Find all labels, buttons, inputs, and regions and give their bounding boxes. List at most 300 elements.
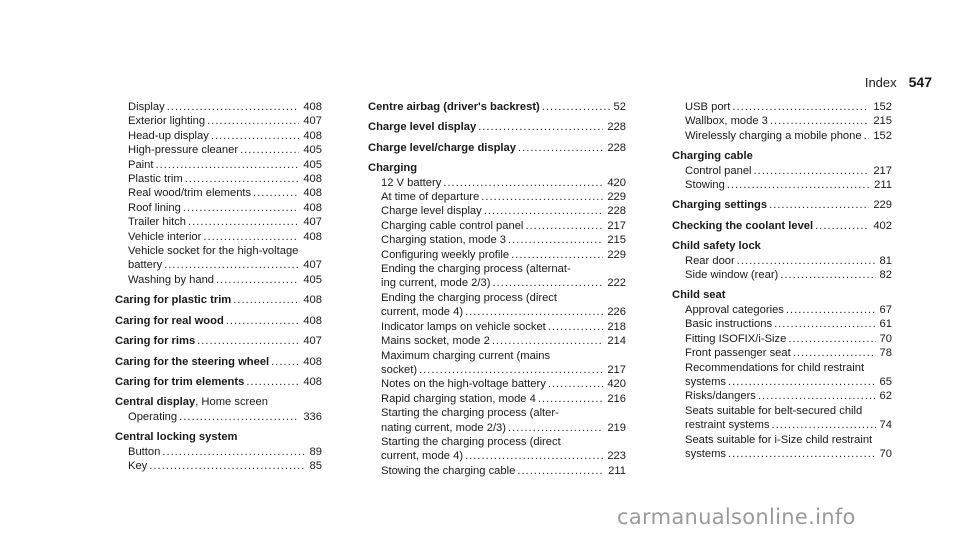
- leader-dots: [538, 392, 603, 406]
- index-entry-term: Real wood/trim elements: [128, 187, 252, 200]
- index-entry-text: [368, 120, 476, 134]
- section-label: Index: [864, 75, 897, 90]
- index-entry[interactable]: [368, 100, 626, 114]
- index-entry-text: [381, 276, 490, 290]
- index-entry[interactable]: [368, 377, 626, 391]
- index-entry-term: Side window (rear): [685, 269, 779, 282]
- leader-dots: [240, 143, 299, 157]
- index-page-number: 214: [607, 335, 626, 348]
- index-entry[interactable]: [115, 293, 322, 307]
- index-entry-main: [115, 395, 322, 409]
- index-entry[interactable]: [115, 172, 322, 186]
- index-page-number: 223: [607, 450, 626, 463]
- leader-dots: [233, 293, 299, 307]
- index-entry-text: [381, 464, 515, 478]
- index-page-number: 228: [607, 205, 626, 218]
- index-entry-text: [381, 219, 523, 233]
- index-entry-main: [685, 178, 892, 192]
- leader-dots: [492, 276, 603, 290]
- leader-dots: [758, 389, 876, 403]
- index-entry-main: [381, 392, 626, 406]
- index-page-number: 85: [309, 459, 322, 472]
- index-entry-term: Risks/dangers: [685, 390, 756, 403]
- index-entry[interactable]: [672, 404, 892, 433]
- index-entry[interactable]: [368, 464, 626, 478]
- index-entry-text: [115, 355, 269, 369]
- index-entry-term: USB port: [685, 101, 731, 113]
- index-entry[interactable]: [672, 303, 892, 317]
- index-entry[interactable]: [672, 288, 892, 302]
- index-entry-main: [685, 418, 892, 432]
- leader-dots: [253, 186, 299, 200]
- leader-dots: [492, 334, 604, 348]
- index-entry[interactable]: [368, 190, 626, 204]
- index-page-number: 407: [303, 335, 322, 348]
- index-entry-text: [128, 273, 214, 287]
- index-entry-text: [381, 320, 546, 334]
- index-entry[interactable]: [672, 114, 892, 128]
- index-entry-text: [381, 305, 463, 319]
- index-entry[interactable]: [368, 120, 626, 134]
- index-entry[interactable]: [672, 433, 892, 462]
- index-entry-line: Maximum charging current (mains: [381, 349, 551, 362]
- index-entry[interactable]: [368, 248, 626, 262]
- index-entry-main: [381, 276, 626, 290]
- index-entry-suffix: , Home screen: [195, 396, 268, 409]
- index-entry[interactable]: [115, 201, 322, 215]
- index-entry-text: [381, 190, 479, 204]
- index-entry-term: Charging cable: [672, 150, 753, 163]
- index-entry-text: [672, 239, 761, 253]
- leader-dots: [216, 273, 299, 287]
- index-entry-term: Charge level display: [368, 121, 477, 134]
- index-entry-term: Display: [128, 101, 165, 113]
- index-entry-main: [685, 164, 892, 178]
- index-entry-main: [685, 346, 892, 360]
- index-entry-text: [685, 129, 862, 143]
- index-page-number: 405: [303, 144, 322, 157]
- index-entry[interactable]: [115, 459, 322, 473]
- index-entry-main: [685, 375, 892, 389]
- index-entry-term: Stowing: [685, 179, 725, 192]
- index-entry-term: Operating: [128, 410, 178, 423]
- index-entry-text: [685, 303, 784, 317]
- index-entry-main: [672, 219, 892, 233]
- leader-dots: [211, 129, 299, 143]
- index-entry-text: [685, 164, 752, 178]
- index-entry-line: Starting the charging process (alter-: [381, 407, 559, 420]
- index-page-number: 215: [873, 115, 892, 128]
- leader-dots: [542, 100, 610, 114]
- index-entry[interactable]: [368, 349, 626, 378]
- index-entry-main: [128, 410, 322, 424]
- index-entry-text: [115, 375, 244, 389]
- index-entry-main: [685, 332, 892, 346]
- index-entry-term: Basic instructions: [685, 318, 773, 331]
- index-page-number: 219: [607, 421, 626, 434]
- index-entry-main: [115, 293, 322, 307]
- index-page-number: 78: [879, 347, 892, 360]
- leader-dots: [149, 459, 305, 473]
- index-page-number: 82: [879, 269, 892, 282]
- index-entry-term: Wirelessly charging a mobile phone: [685, 129, 862, 142]
- index-entry[interactable]: [115, 230, 322, 244]
- leader-dots: [271, 355, 299, 369]
- index-entry-main: [368, 120, 626, 134]
- index-page-number: 81: [879, 254, 892, 267]
- index-entry[interactable]: [672, 361, 892, 390]
- index-entry-term: Notes on the high-voltage battery: [381, 378, 546, 391]
- index-entry-text: [381, 176, 441, 190]
- leader-dots: [770, 114, 869, 128]
- index-entry-main: [115, 355, 322, 369]
- index-entry-term: systems: [685, 447, 727, 460]
- index-entry-text: [381, 363, 417, 377]
- index-entry[interactable]: [672, 346, 892, 360]
- index-entry-main: [381, 204, 626, 218]
- index-entry-term: Key: [128, 459, 148, 472]
- index-entry-main: [685, 100, 892, 114]
- leader-dots: [518, 141, 603, 155]
- index-entry[interactable]: [115, 186, 322, 200]
- index-entry-main: [368, 100, 626, 114]
- index-entry[interactable]: [368, 219, 626, 233]
- index-entry-term: Central display: [115, 396, 196, 409]
- index-entry-term: Checking the coolant level: [672, 219, 814, 232]
- leader-dots: [484, 204, 604, 218]
- index-entry-term: Rear door: [685, 254, 735, 267]
- leader-dots: [443, 176, 603, 190]
- index-entry-term: Washing by hand: [128, 273, 215, 286]
- leader-dots: [728, 375, 876, 389]
- index-entry[interactable]: [115, 355, 322, 369]
- index-page-number: 229: [873, 199, 892, 212]
- leader-dots: [188, 215, 299, 229]
- index-page-number: 226: [607, 306, 626, 319]
- index-entry-main: [672, 198, 892, 212]
- index-page-number: 408: [303, 201, 322, 214]
- index-entry-term: Charge level display: [381, 205, 482, 218]
- index-entry-term: Roof lining: [128, 201, 181, 214]
- leader-dots: [772, 418, 876, 432]
- index-entry-text: [381, 204, 482, 218]
- index-entry[interactable]: [368, 435, 626, 464]
- index-entry-main: [381, 233, 626, 247]
- index-entry-text: [128, 129, 209, 143]
- leader-dots: [207, 114, 299, 128]
- index-entry-term: Button: [128, 445, 161, 458]
- leader-dots: [517, 464, 604, 478]
- index-entry[interactable]: [672, 198, 892, 212]
- index-entry-text: [685, 317, 772, 331]
- index-entry-text: [115, 430, 237, 444]
- index-page-number: 408: [303, 230, 322, 243]
- index-entry-text: [128, 258, 162, 272]
- index-entry-text: [128, 172, 183, 186]
- index-entry-text: [685, 332, 786, 346]
- index-entry-main: [128, 129, 322, 143]
- index-entry-term: Caring for plastic trim: [115, 294, 232, 307]
- index-entry-main: [685, 114, 892, 128]
- index-entry[interactable]: [115, 375, 322, 389]
- index-entry-text: [115, 395, 268, 409]
- index-entry[interactable]: [115, 244, 322, 273]
- index-entry[interactable]: [368, 392, 626, 406]
- index-page-number: 222: [607, 277, 626, 290]
- index-entry-main: [381, 190, 626, 204]
- index-entry[interactable]: [115, 114, 322, 128]
- index-page-number: 62: [879, 390, 892, 403]
- index-entry-main: [128, 100, 322, 114]
- index-entry-text: [685, 254, 735, 268]
- index-entry-term: Mains socket, mode 2: [381, 335, 490, 348]
- index-entry-main: [381, 305, 626, 319]
- index-entry[interactable]: [368, 262, 626, 291]
- leader-dots: [525, 219, 603, 233]
- leader-dots: [156, 158, 300, 172]
- index-page-number: 408: [303, 314, 322, 327]
- index-entry-main: [368, 141, 626, 155]
- index-entry-text: [685, 447, 726, 461]
- index-entry-main: [685, 268, 892, 282]
- leader-dots: [203, 230, 299, 244]
- page-number: 547: [908, 74, 932, 90]
- leader-dots: [864, 129, 870, 143]
- index-entry[interactable]: [368, 176, 626, 190]
- index-entry-term: Stowing the charging cable: [381, 464, 516, 477]
- index-entry-line: Vehicle socket for the high-voltage: [128, 245, 299, 258]
- index-page-number: 74: [879, 419, 892, 432]
- index-entry-term: socket): [381, 363, 418, 376]
- index-entry-text: [381, 233, 506, 247]
- index-entry-text: [128, 143, 238, 157]
- index-entry[interactable]: [115, 158, 322, 172]
- index-page-number: 405: [303, 158, 322, 171]
- index-entry-term: Plastic trim: [128, 173, 183, 186]
- index-page-number: 336: [303, 410, 322, 423]
- index-entry[interactable]: [115, 395, 322, 409]
- index-entry-term: current, mode 4): [381, 450, 464, 463]
- index-entry-text: [685, 178, 725, 192]
- index-entry-text: [368, 100, 540, 114]
- index-entry[interactable]: [672, 239, 892, 253]
- index-entry-main: [672, 288, 892, 302]
- index-entry[interactable]: [368, 320, 626, 334]
- index-entry[interactable]: [115, 273, 322, 287]
- index-entry-main: [672, 149, 892, 163]
- index-entry-term: Exterior lighting: [128, 115, 206, 128]
- index-entry-main: [128, 273, 322, 287]
- index-entry-main: [115, 314, 322, 328]
- index-entry-main: [381, 449, 626, 463]
- index-entry-term: ing current, mode 2/3): [381, 277, 491, 290]
- watermark: carmanualsonline.info: [617, 505, 856, 529]
- index-entry[interactable]: [368, 141, 626, 155]
- index-entry-line: Recommendations for child restraint: [685, 361, 865, 374]
- index-entry-main: [128, 186, 322, 200]
- leader-dots: [162, 445, 305, 459]
- index-entry[interactable]: [115, 100, 322, 114]
- leader-dots: [769, 198, 869, 212]
- index-entry-term: Wallbox, mode 3: [685, 115, 768, 128]
- index-entry-term: Vehicle interior: [128, 230, 202, 243]
- leader-dots: [197, 334, 299, 348]
- leader-dots: [774, 317, 875, 331]
- index-entry-term: 12 V battery: [381, 176, 442, 189]
- index-entry-main: [128, 158, 322, 172]
- index-entry[interactable]: [368, 406, 626, 435]
- index-entry-term: Approval categories: [685, 303, 784, 316]
- index-page-number: 228: [607, 141, 626, 154]
- leader-dots: [508, 233, 603, 247]
- index-column-2: [368, 100, 626, 478]
- index-entry-main: [685, 317, 892, 331]
- index-entry-main: [685, 389, 892, 403]
- leader-dots: [478, 120, 603, 134]
- index-entry-term: Paint: [128, 158, 154, 171]
- index-entry-term: Caring for the steering wheel: [115, 355, 270, 368]
- index-page-number: 152: [873, 101, 892, 113]
- index-page-number: 402: [873, 219, 892, 232]
- index-entry-text: [128, 186, 251, 200]
- index-entry-main: [685, 254, 892, 268]
- leader-dots: [788, 332, 875, 346]
- index-entry[interactable]: [672, 332, 892, 346]
- index-entry-text: [128, 410, 177, 424]
- index-entry[interactable]: [368, 233, 626, 247]
- index-entry-text: [685, 114, 768, 128]
- index-page-number: 408: [303, 187, 322, 200]
- index-column-1: [115, 100, 322, 473]
- index-entry-text: [128, 215, 186, 229]
- index-entry-main: [128, 172, 322, 186]
- index-page-number: 408: [303, 375, 322, 388]
- index-entry[interactable]: [672, 164, 892, 178]
- index-entry[interactable]: [368, 204, 626, 218]
- index-entry-line: Ending the charging process (direct: [381, 291, 557, 304]
- leader-dots: [548, 320, 604, 334]
- index-entry-term: Configuring weekly profile: [381, 248, 510, 261]
- index-entry-main: [381, 219, 626, 233]
- leader-dots: [548, 377, 604, 391]
- index-entry-main: [381, 464, 626, 478]
- index-entry[interactable]: [672, 219, 892, 233]
- leader-dots: [732, 100, 869, 114]
- index-entry-main: [128, 230, 322, 244]
- index-entry[interactable]: [368, 291, 626, 320]
- leader-dots: [164, 258, 299, 272]
- index-entry-main: [381, 363, 626, 377]
- index-entry-main: [115, 375, 322, 389]
- index-page-number: 217: [607, 219, 626, 232]
- index-entry-term: Trailer hitch: [128, 216, 187, 229]
- index-entry-main: [685, 303, 892, 317]
- index-entry-term: Charging settings: [672, 199, 768, 212]
- index-entry-main: [685, 129, 892, 143]
- index-entry-text: [672, 288, 725, 302]
- index-page-number: 70: [879, 447, 892, 460]
- index-entry-text: [368, 141, 516, 155]
- index-entry-text: [128, 114, 205, 128]
- leader-dots: [815, 219, 869, 233]
- index-entry-main: [115, 334, 322, 348]
- index-entry[interactable]: [368, 161, 626, 175]
- index-entry-text: [128, 230, 201, 244]
- index-entry[interactable]: [115, 129, 322, 143]
- index-entry[interactable]: [115, 410, 322, 424]
- index-entry-term: Indicator lamps on vehicle socket: [381, 320, 546, 333]
- leader-dots: [793, 346, 876, 360]
- leader-dots: [727, 178, 870, 192]
- index-entry[interactable]: [672, 268, 892, 282]
- index-page-number: 211: [608, 464, 626, 477]
- index-entry-term: Charge level/charge display: [368, 141, 516, 154]
- index-page-number: 67: [879, 303, 892, 316]
- leader-dots: [728, 447, 876, 461]
- index-entry[interactable]: [672, 317, 892, 331]
- index-entry-main: [381, 334, 626, 348]
- index-page-number: 405: [303, 273, 322, 286]
- index-page-number: 52: [613, 101, 626, 113]
- leader-dots: [183, 201, 299, 215]
- index-entry-main: [128, 201, 322, 215]
- index-entry[interactable]: [115, 445, 322, 459]
- leader-dots: [754, 164, 870, 178]
- index-entry-text: [115, 314, 224, 328]
- index-entry-term: Charging cable control panel: [381, 219, 524, 232]
- index-entry[interactable]: [115, 430, 322, 444]
- index-entry[interactable]: [672, 100, 892, 114]
- index-entry-text: [128, 445, 160, 459]
- index-entry[interactable]: [115, 314, 322, 328]
- index-entry-text: [672, 198, 767, 212]
- index-entry-term: At time of departure: [381, 191, 480, 204]
- leader-dots: [465, 449, 603, 463]
- index-entry[interactable]: [368, 334, 626, 348]
- index-entry[interactable]: [672, 254, 892, 268]
- index-entry-text: [685, 389, 756, 403]
- index-page-number: 229: [607, 248, 626, 261]
- index-page-number: 215: [607, 234, 626, 247]
- index-page-number: 61: [879, 318, 892, 331]
- index-page-number: 420: [607, 378, 626, 391]
- index-entry-text: [381, 392, 536, 406]
- index-entry-term: Fitting ISOFIX/i-Size: [685, 332, 787, 345]
- leader-dots: [465, 305, 603, 319]
- index-entry[interactable]: [115, 215, 322, 229]
- index-entry[interactable]: [115, 143, 322, 157]
- index-entry[interactable]: [672, 129, 892, 143]
- index-entry[interactable]: [672, 389, 892, 403]
- index-entry[interactable]: [672, 178, 892, 192]
- leader-dots: [737, 254, 876, 268]
- index-entry-text: [381, 334, 490, 348]
- index-entry-term: Front passenger seat: [685, 347, 791, 360]
- index-entry-text: [685, 418, 770, 432]
- index-page-number: 408: [303, 355, 322, 368]
- index-entry[interactable]: [672, 149, 892, 163]
- index-entry-main: [672, 239, 892, 253]
- index-entry-term: Caring for real wood: [115, 314, 224, 327]
- leader-dots: [481, 190, 603, 204]
- index-entry-main: [128, 143, 322, 157]
- index-page-number: 228: [607, 121, 626, 134]
- index-entry-main: [128, 114, 322, 128]
- index-entry-term: systems: [685, 375, 727, 388]
- index-entry[interactable]: [115, 334, 322, 348]
- index-entry-main: [381, 421, 626, 435]
- index-entry-text: [128, 158, 154, 172]
